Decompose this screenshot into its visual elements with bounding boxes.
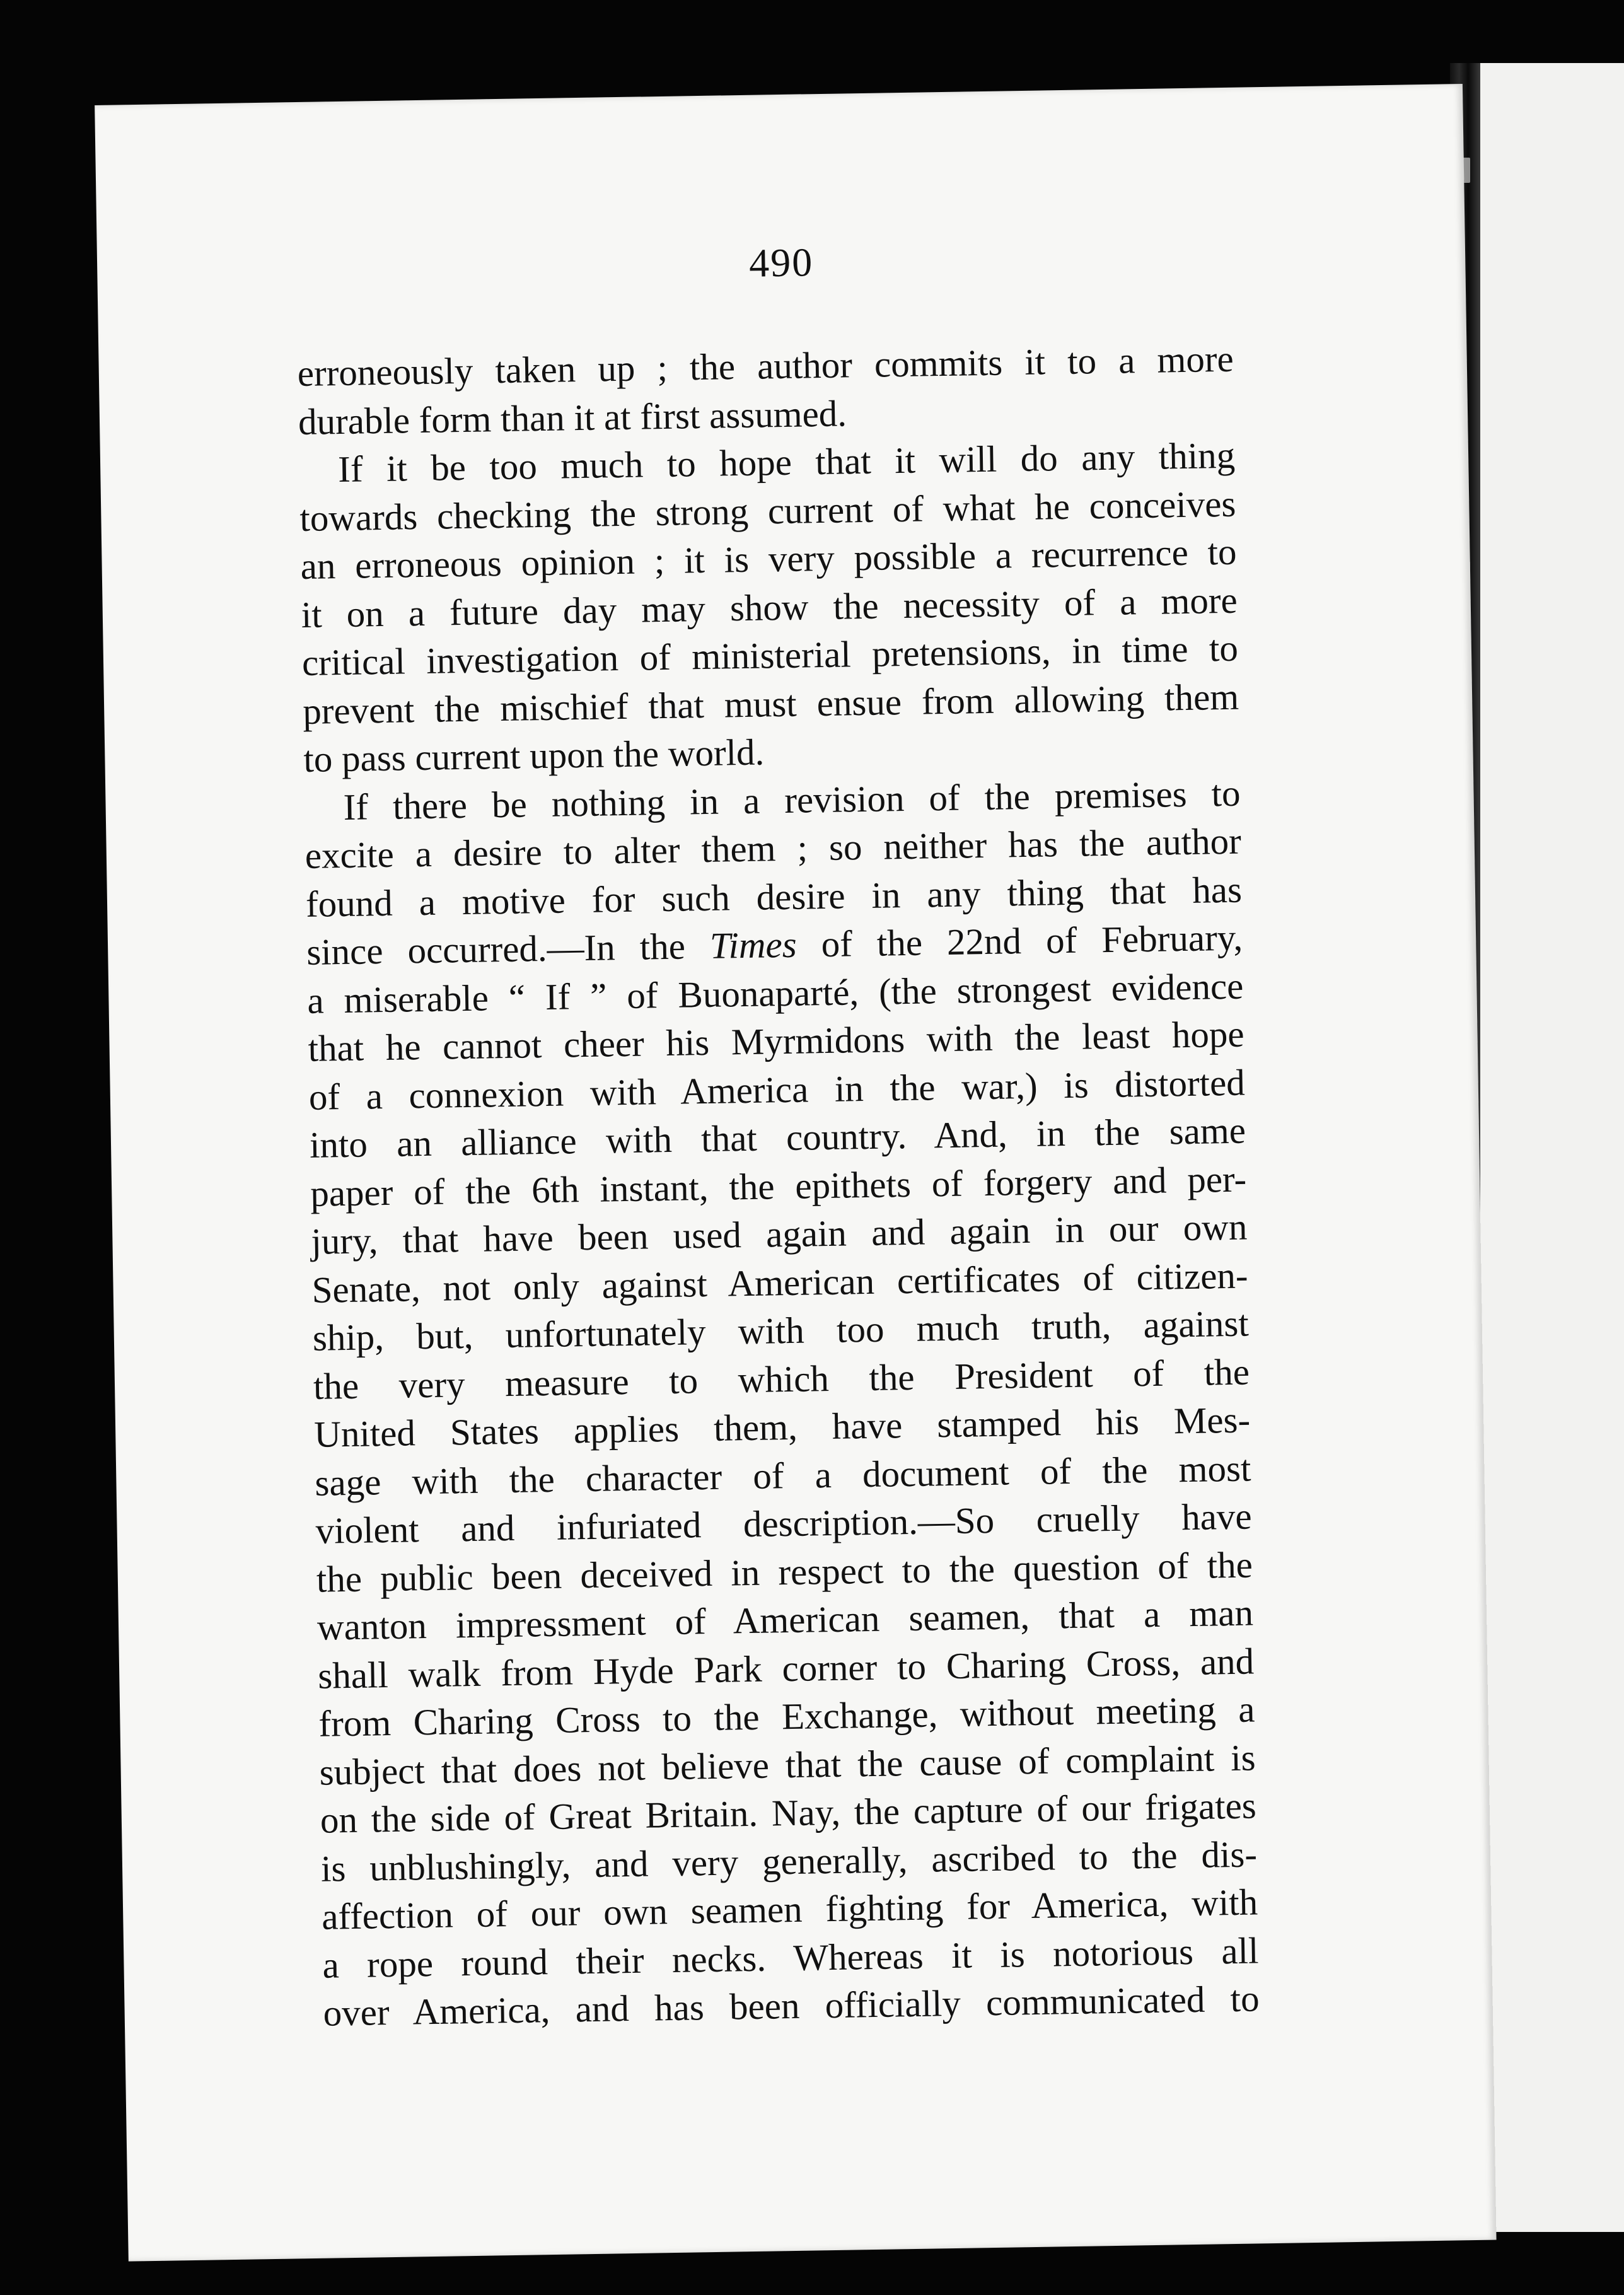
text-line: violent and infuriated description.—So cruelly have xyxy=(315,1495,1253,1552)
text-line: subject that does not believe that the cause of complaint is xyxy=(319,1736,1256,1793)
text-line: shall walk from Hyde Park corner to Charing Cross, and xyxy=(317,1639,1255,1697)
body-text xyxy=(297,335,1260,2037)
book-page xyxy=(95,84,1496,2262)
text-line: over America, and has been officially communicated to xyxy=(323,1977,1260,2034)
text-line: critical investigation of ministerial pretensions, in time to xyxy=(301,627,1239,683)
text-line: wanton impressment of American seamen, that a man xyxy=(316,1591,1254,1648)
text-line: durable form than it at first assumed. xyxy=(298,392,847,443)
text-line: the public been deceived in respect to the question of the xyxy=(316,1543,1253,1600)
text-line: affection of our own seamen fighting for America, with xyxy=(321,1881,1258,1938)
text-line: United States applies them, have stamped his Mes- xyxy=(313,1398,1251,1455)
text-line: erroneously taken up ; the author commits it to a more xyxy=(297,337,1234,395)
facing-page-edge xyxy=(1478,63,1624,2232)
text-line: of a connexion with America in the war,) is distorted xyxy=(308,1061,1246,1118)
text-line: Senate, not only against American certificates of citizen- xyxy=(311,1254,1249,1311)
text-line: is unblushingly, and very generally, ascribed to the dis- xyxy=(320,1832,1258,1890)
text-line: jury, that have been used again and again in our own xyxy=(310,1206,1248,1262)
text-line: If it be too much to hope that it will do any thing xyxy=(337,434,1236,491)
newspaper-title: Times xyxy=(709,923,798,967)
text-line: the very measure to which the President of the xyxy=(313,1351,1250,1407)
text-line: ship, but, unfortunately with too much truth, against xyxy=(312,1302,1250,1359)
text-line: that he cannot cheer his Myrmidons with the least hope xyxy=(308,1013,1245,1069)
text-line: to pass current upon the world. xyxy=(303,731,765,780)
text-line: it on a future day may show the necessity of a more xyxy=(301,579,1238,636)
text-line: sage with the character of a document of the most xyxy=(314,1447,1251,1504)
text-line: into an alliance with that country. And, in the same xyxy=(309,1109,1246,1166)
text-line: a miserable “ If ” of Buonaparté, (the strongest evidence xyxy=(306,965,1244,1021)
text-line: prevent the mischief that must ensue from allowing them xyxy=(302,675,1239,732)
text-line: from Charing Cross to the Exchange, without meeting a xyxy=(318,1688,1255,1745)
text-line: excite a desire to alter them ; so neither has the author xyxy=(304,820,1242,876)
text-line: a rope round their necks. Whereas it is notorious all xyxy=(322,1929,1259,1986)
text-line: paper of the 6th instant, the epithets of forgery and per- xyxy=(310,1158,1247,1214)
text-line: since occurred.—In the Times of the 22nd of February, xyxy=(306,916,1243,973)
text-line: found a motive for such desire in any thing that has xyxy=(305,868,1243,925)
text-line: If there be nothing in a revision of the premises to xyxy=(343,772,1241,828)
text-line: towards checking the strong current of what he conceives xyxy=(299,482,1236,539)
page-number: 490 xyxy=(748,240,814,286)
text-line: an erroneous opinion ; it is very possible a recurrence to xyxy=(300,530,1237,587)
text-line: on the side of Great Britain. Nay, the capture of our frigates xyxy=(320,1784,1257,1841)
